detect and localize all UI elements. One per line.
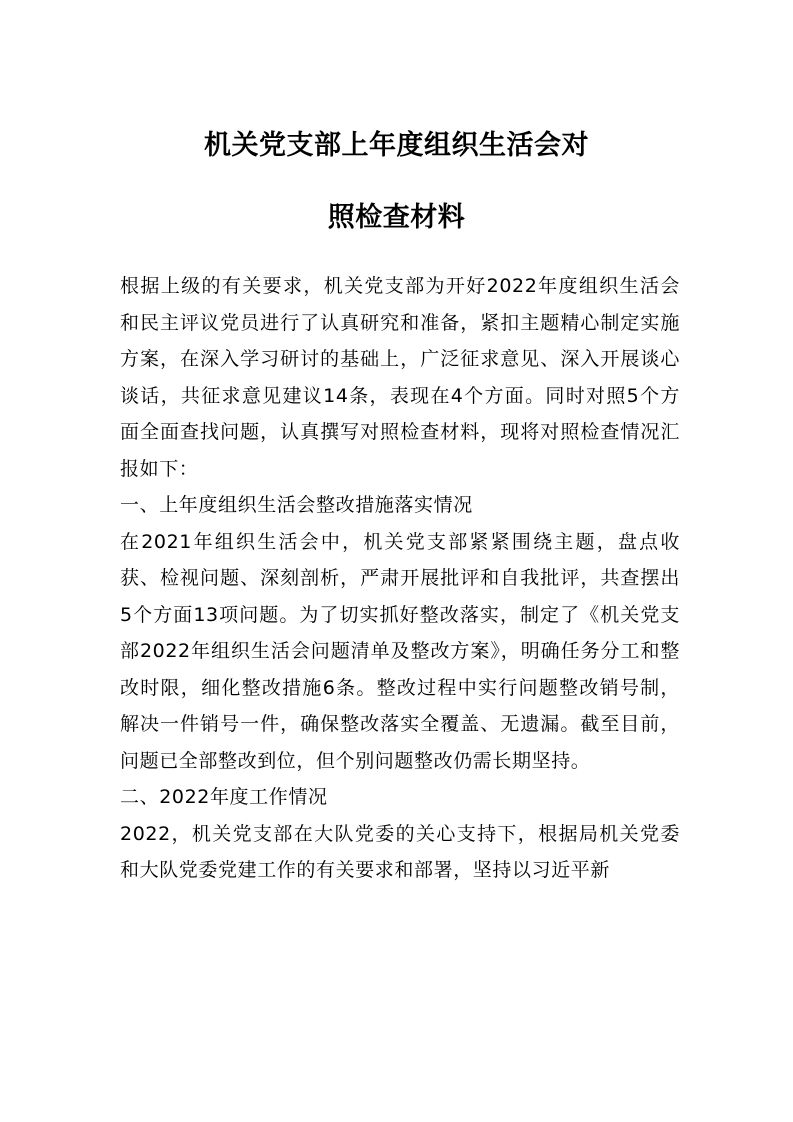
section-2-paragraph: 2022，机关党支部在大队党委的关心支持下，根据局机关党委和大队党委党建工作的有关要求和部署，坚持以习近平新 [120, 822, 680, 881]
section-heading-2: 二、2022年度工作情况 [120, 786, 328, 808]
section-1-paragraph: 在2021年组织生活会中，机关党支部紧紧围绕主题，盘点收获、检视问题、深刻剖析，严肃开展批评和自我批评，共查摆出5个方面13项问题。为了切实抓好整改落实，制定了《机关党支部2022年组织生活会问题清单及整改方案》，明确任务分工和整改时限，细化整改措施6条。整改过程中实行问题整改销号制，解决一件销号一件，确保整改落实全覆盖、无遗漏。截至目前，问题已全部整改到位，但个别问题整改仍需长期坚持。 [120, 530, 680, 772]
document-title-line-2: 照检查材料 [327, 202, 466, 233]
intro-paragraph: 根据上级的有关要求，机关党支部为开好2022年度组织生活会和民主评议党员进行了认真研究和准备，紧扣主题精心制定实施方案，在深入学习研讨的基础上，广泛征求意见、深入开展谈心谈话，共征求意见建议14条，表现在4个方面。同时对照5个方面全面查找问题，认真撰写对照检查材料，现将对照检查情况汇报如下： [120, 275, 680, 480]
section-heading-1: 一、上年度组织生活会整改措施落实情况 [120, 494, 473, 516]
document-body [120, 268, 680, 889]
document-title-line-1: 机关党支部上年度组织生活会对 [204, 130, 589, 161]
